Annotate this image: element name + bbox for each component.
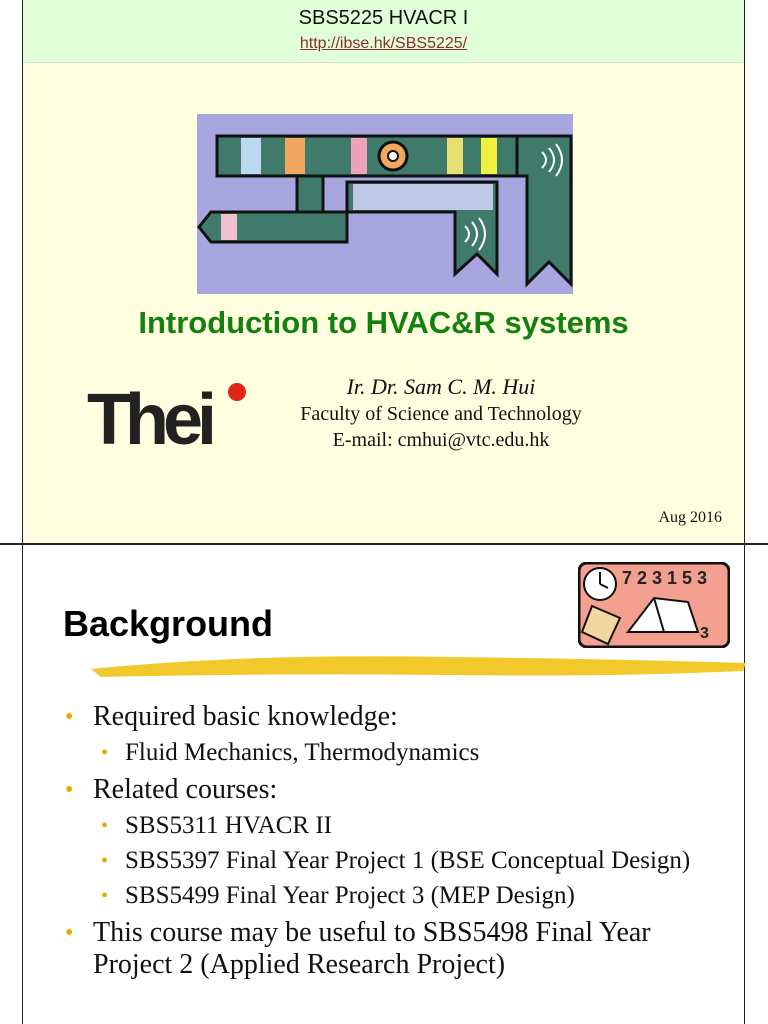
sub-bullet-item: • SBS5397 Final Year Project 1 (BSE Conceptual Design) — [63, 846, 733, 876]
svg-text:7 2 3 1 5 3: 7 2 3 1 5 3 — [622, 568, 708, 588]
presentation-title: Introduction to HVAC&R systems — [138, 305, 629, 340]
course-code: SBS5225 HVACR I — [298, 7, 469, 29]
book-clock-icon — [578, 562, 730, 648]
yellow-brush-stroke — [91, 649, 746, 683]
sub-bullet-item: • SBS5499 Final Year Project 3 (MEP Design) — [63, 881, 733, 911]
svg-text:3: 3 — [700, 625, 709, 642]
bullet-list — [63, 695, 733, 981]
date: Aug 2016 — [658, 509, 722, 526]
hvac-duct-illustration — [197, 114, 573, 294]
slide-title: Background — [63, 603, 274, 644]
bullet-item: • This course may be useful to SBS5498 Final Year Project 2 (Applied Research Project) — [63, 917, 733, 981]
sub-bullet-item: • Fluid Mechanics, Thermodynamics — [63, 738, 733, 768]
author-name: Ir. Dr. Sam C. M. Hui — [346, 374, 536, 399]
sub-bullet-item: • SBS5311 HVACR II — [63, 811, 733, 841]
email: E-mail: cmhui@vtc.edu.hk — [332, 429, 550, 451]
title-slide — [22, 0, 745, 543]
logo-text: Thei — [87, 382, 212, 452]
thei-logo — [87, 382, 247, 452]
course-header — [23, 0, 744, 63]
bullet-item: • Related courses: — [63, 774, 733, 806]
faculty: Faculty of Science and Technology — [300, 403, 582, 425]
background-slide — [22, 545, 745, 1024]
bullet-item: • Required basic knowledge: — [63, 701, 733, 733]
author-block — [261, 374, 621, 452]
course-link[interactable]: http://ibse.hk/SBS5225/ — [299, 35, 468, 52]
